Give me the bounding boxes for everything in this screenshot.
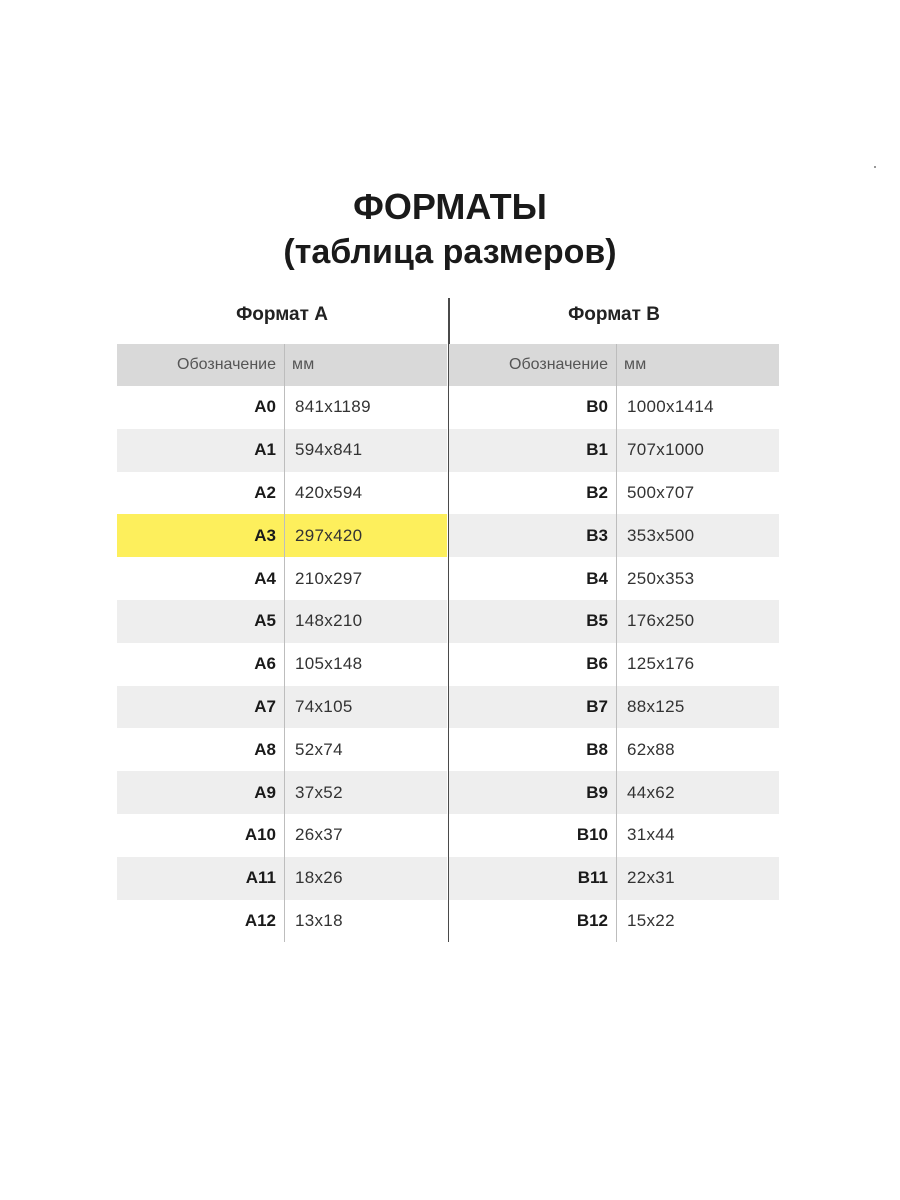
table-row [117, 728, 447, 771]
format-size-mm: 1000x1414 [627, 397, 714, 417]
format-size-mm: 37x52 [295, 782, 343, 802]
format-size-mm: 707x1000 [627, 440, 705, 460]
table-row [449, 814, 779, 857]
format-size-mm: 22x31 [627, 868, 675, 888]
table-row [449, 557, 779, 600]
format-code: A10 [244, 825, 276, 845]
format-b-table [449, 300, 779, 942]
format-size-mm: 44x62 [627, 782, 675, 802]
format-code: A3 [254, 525, 276, 545]
format-b-header-row [449, 344, 779, 386]
format-size-mm: 500x707 [627, 482, 695, 502]
format-b-title: Формат В [568, 304, 660, 325]
table-row [449, 771, 779, 814]
format-size-mm: 26x37 [295, 825, 343, 845]
table-row [449, 900, 779, 943]
format-code: B7 [586, 696, 608, 716]
format-size-mm: 297x420 [295, 525, 363, 545]
format-code: B8 [586, 739, 608, 759]
table-row [117, 643, 447, 686]
table-row [117, 771, 447, 814]
format-a-header-designation: Обозначение [177, 356, 276, 373]
format-size-mm: 31x44 [627, 825, 675, 845]
format-code: A6 [254, 654, 276, 674]
table-row [117, 386, 447, 429]
format-code: B12 [576, 910, 608, 930]
format-code: A9 [254, 782, 276, 802]
format-code: A11 [245, 868, 276, 888]
table-row [117, 557, 447, 600]
table-row [449, 600, 779, 643]
format-size-mm: 176x250 [627, 611, 695, 631]
table-row [449, 429, 779, 472]
format-code: B5 [586, 611, 608, 631]
format-code: A0 [254, 397, 276, 417]
table-row [449, 857, 779, 900]
format-a-header-row [117, 344, 447, 386]
page-subtitle: (таблица размеров) [283, 233, 617, 271]
format-code: A8 [254, 739, 276, 759]
format-size-mm: 210x297 [295, 568, 363, 588]
format-a-title: Формат А [236, 304, 328, 325]
page-title: ФОРМАТЫ [353, 186, 547, 227]
format-code: B10 [576, 825, 608, 845]
format-code: B4 [586, 568, 608, 588]
format-code: A1 [254, 440, 276, 460]
format-size-mm: 250x353 [627, 568, 695, 588]
format-size-mm: 841x1189 [295, 397, 371, 417]
stray-dot [874, 166, 876, 168]
table-row [117, 900, 447, 943]
format-size-mm: 594x841 [295, 440, 363, 460]
format-code: B9 [586, 782, 608, 802]
table-row [449, 728, 779, 771]
table-row [117, 814, 447, 857]
format-code: B6 [586, 654, 608, 674]
format-code: B11 [577, 868, 608, 888]
format-size-mm: 148x210 [295, 611, 363, 631]
format-code: B0 [586, 397, 608, 417]
format-code: A2 [254, 482, 276, 502]
format-size-mm: 420x594 [295, 482, 363, 502]
format-a-table [117, 300, 447, 942]
format-b-header-designation: Обозначение [509, 356, 608, 373]
format-code: B1 [586, 440, 608, 460]
format-code: A5 [254, 611, 276, 631]
format-size-mm: 13x18 [295, 910, 343, 930]
table-row [449, 643, 779, 686]
format-code: A4 [254, 568, 276, 588]
format-size-mm: 52x74 [295, 739, 343, 759]
format-size-mm: 353x500 [627, 525, 695, 545]
format-size-mm: 125x176 [627, 654, 695, 674]
table-row [117, 514, 447, 557]
table-row [117, 600, 447, 643]
format-size-mm: 18x26 [295, 868, 343, 888]
format-code: A12 [244, 910, 276, 930]
table-row [449, 686, 779, 729]
table-row [449, 514, 779, 557]
format-code: B3 [586, 525, 608, 545]
format-b-header-mm: мм [624, 356, 647, 373]
table-row [449, 386, 779, 429]
table-row [117, 686, 447, 729]
format-a-header-mm: мм [292, 356, 315, 373]
format-code: A7 [254, 696, 276, 716]
table-row [117, 857, 447, 900]
table-row [449, 472, 779, 515]
format-code: B2 [586, 482, 608, 502]
format-size-mm: 62x88 [627, 739, 675, 759]
format-b-rows [449, 386, 779, 942]
format-size-mm: 88x125 [627, 696, 685, 716]
table-row [117, 472, 447, 515]
table-row [117, 429, 447, 472]
format-a-rows [117, 386, 447, 942]
format-size-mm: 15x22 [627, 910, 675, 930]
format-size-mm: 74x105 [295, 696, 353, 716]
format-size-mm: 105x148 [295, 654, 363, 674]
